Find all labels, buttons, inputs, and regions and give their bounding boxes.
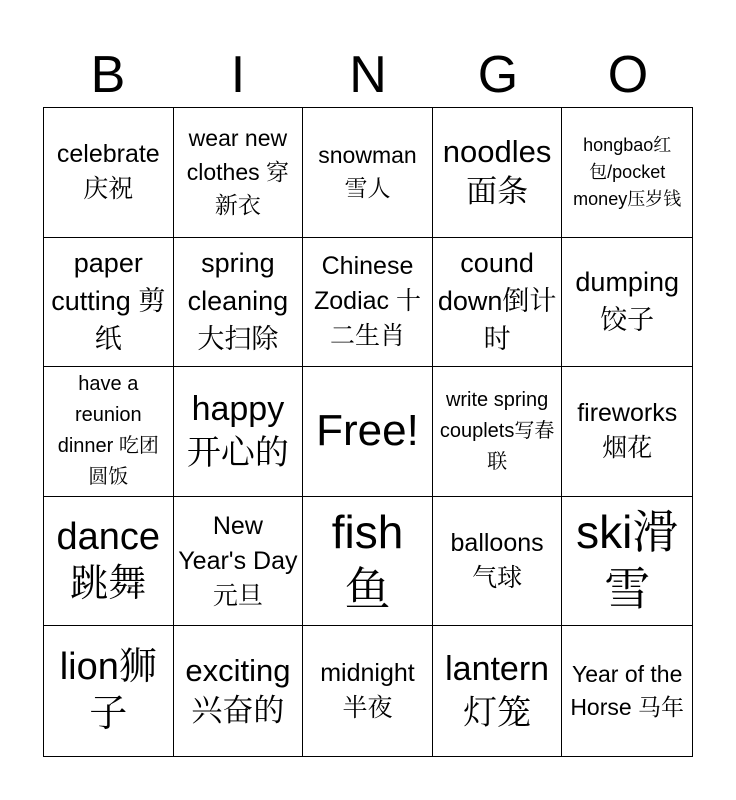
bingo-cell[interactable] [303, 497, 433, 627]
bingo-cell[interactable] [562, 367, 692, 497]
bingo-cell[interactable] [174, 626, 304, 756]
bingo-cell[interactable] [303, 108, 433, 238]
bingo-cell[interactable] [174, 497, 304, 627]
bingo-cell[interactable] [433, 108, 563, 238]
cell-text: balloons 气球 [450, 529, 544, 593]
cell-text: fish 鱼 [331, 505, 404, 616]
bingo-cell[interactable] [174, 238, 304, 368]
free-space[interactable] [303, 367, 433, 497]
bingo-cell[interactable] [44, 497, 174, 627]
bingo-cell[interactable] [562, 238, 692, 368]
cell-text: dumping 饺子 [575, 267, 679, 335]
bingo-header [43, 44, 693, 106]
bingo-cell[interactable] [174, 367, 304, 497]
bingo-cell[interactable] [303, 238, 433, 368]
cell-text: lantern 灯笼 [445, 650, 550, 733]
bingo-board [43, 107, 693, 757]
bingo-cell[interactable] [433, 238, 563, 368]
header-letter-g: G [477, 46, 519, 104]
bingo-cell[interactable] [44, 626, 174, 756]
bingo-cell[interactable] [562, 626, 692, 756]
cell-text: celebrate 庆祝 [56, 140, 160, 204]
cell-text: fireworks 烟花 [577, 399, 678, 463]
cell-text: paper cutting 剪纸 [51, 248, 166, 354]
bingo-cell[interactable] [562, 108, 692, 238]
bingo-cell[interactable] [44, 238, 174, 368]
cell-text: write spring couplets写春联 [439, 388, 555, 473]
cell-text: noodles 面条 [442, 134, 552, 210]
cell-text: New Year's Day 元旦 [178, 511, 298, 610]
header-letter-o: O [607, 46, 649, 104]
cell-text: ski滑雪 [576, 505, 679, 616]
cell-text: exciting 兴奋的 [185, 652, 291, 729]
bingo-cell[interactable] [433, 367, 563, 497]
header-letter-n: N [349, 46, 387, 104]
bingo-cell[interactable] [303, 626, 433, 756]
cell-text: wear new clothes 穿新衣 [186, 125, 290, 218]
header-letter-i: I [230, 46, 246, 104]
cell-text: happy 开心的 [186, 390, 289, 473]
cell-text: have a reunion dinner 吃团圆饭 [57, 373, 159, 489]
cell-text: cound down倒计时 [437, 248, 557, 354]
cell-text: Year of the Horse 马年 [570, 660, 685, 721]
bingo-cell[interactable] [433, 497, 563, 627]
cell-text: Chinese Zodiac 十二生肖 [314, 252, 421, 351]
bingo-cell[interactable] [433, 626, 563, 756]
bingo-cell[interactable] [44, 108, 174, 238]
free-space-label: Free! [316, 406, 419, 456]
bingo-cell[interactable] [174, 108, 304, 238]
cell-text: hongbao红包/pocket money压岁钱 [573, 134, 682, 209]
cell-text: midnight 半夜 [320, 659, 415, 723]
cell-text: spring cleaning 大扫除 [187, 248, 289, 354]
bingo-cell[interactable] [44, 367, 174, 497]
bingo-cell[interactable] [562, 497, 692, 627]
cell-text: dance 跳舞 [56, 515, 161, 606]
cell-text: lion狮子 [59, 645, 157, 736]
header-letter-b: B [90, 46, 126, 104]
cell-text: snowman 雪人 [318, 141, 417, 202]
